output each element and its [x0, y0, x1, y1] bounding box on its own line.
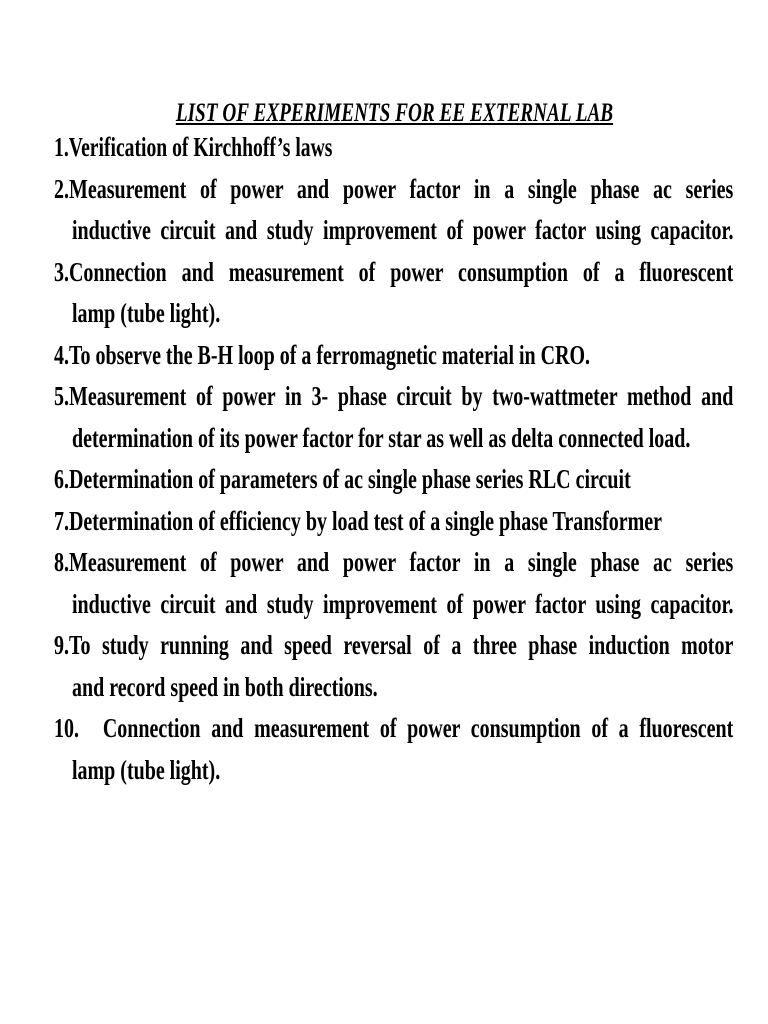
experiment-line — [54, 379, 734, 421]
experiment-line-continued — [54, 587, 734, 629]
experiment-text: To observe the B-H loop of a ferromagnetic material in CRO. — [68, 339, 591, 370]
experiment-text: Measurement of power and power factor in a single phase ac series — [68, 173, 734, 204]
experiment-line-continued — [54, 753, 734, 795]
experiment-text: Connection and measurement of power consumption of a fluorescent — [68, 256, 734, 287]
experiment-item-2 — [54, 172, 734, 255]
experiment-number: 5. — [54, 381, 69, 411]
experiment-text: and record speed in both directions. — [72, 671, 378, 702]
experiment-item-5 — [54, 379, 734, 462]
experiment-line-continued — [54, 213, 734, 255]
experiment-line — [54, 172, 734, 214]
experiment-text: determination of its power factor for star as well as delta connected load. — [72, 422, 691, 453]
document-page — [54, 92, 734, 794]
experiment-line — [54, 711, 734, 753]
experiment-text: Measurement of power and power factor in a single phase ac series — [68, 547, 734, 577]
experiment-item-7 — [54, 504, 734, 546]
experiment-number: 3. — [54, 256, 69, 287]
experiment-text: Determination of efficiency by load test of a single phase Transformer — [68, 505, 663, 536]
document-title — [54, 92, 734, 130]
experiment-line — [54, 130, 734, 172]
experiment-number: 10. — [54, 713, 79, 743]
experiment-number: 2. — [54, 173, 69, 204]
experiment-text: Determination of parameters of ac single phase series RLC circuit — [68, 464, 631, 494]
experiment-item-8 — [54, 545, 734, 628]
experiment-text: inductive circuit and study improvement of power factor using capacitor. — [72, 215, 734, 245]
experiment-text: lamp (tube light). — [72, 754, 221, 785]
experiment-line — [54, 255, 734, 297]
experiment-item-9 — [54, 628, 734, 711]
document-title-text: LIST OF EXPERIMENTS FOR EE EXTERNAL LAB — [175, 98, 613, 127]
experiment-number: 7. — [54, 505, 69, 536]
experiment-item-1 — [54, 130, 734, 172]
experiment-line — [54, 504, 734, 546]
experiment-text: inductive circuit and study improvement of power factor using capacitor. — [72, 588, 734, 619]
experiment-item-6 — [54, 462, 734, 504]
experiment-item-3 — [54, 255, 734, 338]
experiment-line — [54, 545, 734, 587]
experiment-line — [54, 628, 734, 670]
experiment-text: lamp (tube light). — [72, 298, 221, 328]
experiment-line — [54, 462, 734, 504]
experiment-line-continued — [54, 421, 734, 463]
experiment-text: To study running and speed reversal of a three phase induction motor — [68, 630, 734, 660]
experiment-text: Measurement of power in 3- phase circuit by two-wattmeter method and — [68, 381, 734, 411]
experiment-item-4 — [54, 338, 734, 380]
experiment-line-continued — [54, 670, 734, 712]
experiment-number: 8. — [54, 547, 69, 577]
experiment-item-10 — [54, 711, 734, 794]
experiment-number: 9. — [54, 630, 69, 660]
experiment-number: 1. — [54, 132, 69, 162]
experiment-line-continued — [54, 296, 734, 338]
experiment-line — [54, 338, 734, 380]
experiment-number: 6. — [54, 464, 69, 494]
experiment-text: Connection and measurement of power consumption of a fluorescent — [102, 713, 734, 743]
experiment-text: Verification of Kirchhoff’s laws — [68, 132, 333, 162]
experiment-list — [54, 130, 734, 794]
experiment-number: 4. — [54, 339, 69, 370]
